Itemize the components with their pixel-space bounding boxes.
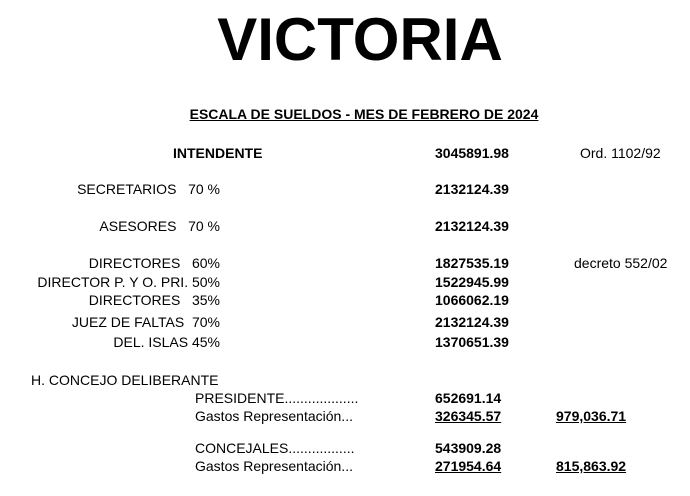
row-label-asesores: ASESORES 70 %	[99, 218, 220, 234]
presidente-total: 979,036.71	[556, 408, 627, 424]
row-label-directores-35: DIRECTORES 35%	[88, 292, 220, 308]
concejo-heading: H. CONCEJO DELIBERANTE	[31, 372, 219, 388]
presidente-value: 652691.14	[435, 390, 502, 406]
row-value-directores-60: 1827535.19	[435, 255, 509, 271]
concejales-value: 543909.28	[435, 440, 502, 456]
row-note-intendente: Ord. 1102/92	[580, 145, 661, 161]
row-note-directores-60: decreto 552/02	[574, 255, 668, 271]
row-value-asesores: 2132124.39	[435, 218, 509, 234]
concejales-gastos-label: Gastos Representación...	[195, 458, 353, 474]
row-value-juez-de-faltas: 2132124.39	[435, 314, 509, 330]
presidente-label: PRESIDENTE...................	[195, 390, 359, 406]
row-value-directores-35: 1066062.19	[435, 292, 509, 308]
row-value-intendente: 3045891.98	[435, 145, 509, 161]
presidente-gastos-value: 326345.57	[435, 408, 502, 424]
row-value-director-pyo: 1522945.99	[435, 274, 509, 290]
row-label-director-pyo: DIRECTOR P. Y O. PRI. 50%	[37, 274, 220, 290]
row-label-secretarios: SECRETARIOS 70 %	[77, 181, 220, 197]
row-label-directores-60: DIRECTORES 60%	[88, 255, 220, 271]
concejales-label: CONCEJALES.................	[195, 440, 355, 456]
presidente-gastos-label: Gastos Representación...	[195, 408, 353, 424]
row-label-juez-de-faltas: JUEZ DE FALTAS 70%	[71, 314, 220, 330]
concejales-gastos-value: 271954.64	[435, 458, 502, 474]
page-title: VICTORIA	[217, 6, 503, 73]
document-subtitle: ESCALA DE SUELDOS - MES DE FEBRERO DE 2024	[189, 106, 539, 122]
row-value-secretarios: 2132124.39	[435, 181, 509, 197]
row-label-intendente: INTENDENTE	[173, 145, 263, 161]
concejales-total: 815,863.92	[556, 458, 627, 474]
row-label-del-islas: DEL. ISLAS 45%	[113, 334, 220, 350]
row-value-del-islas: 1370651.39	[435, 334, 509, 350]
